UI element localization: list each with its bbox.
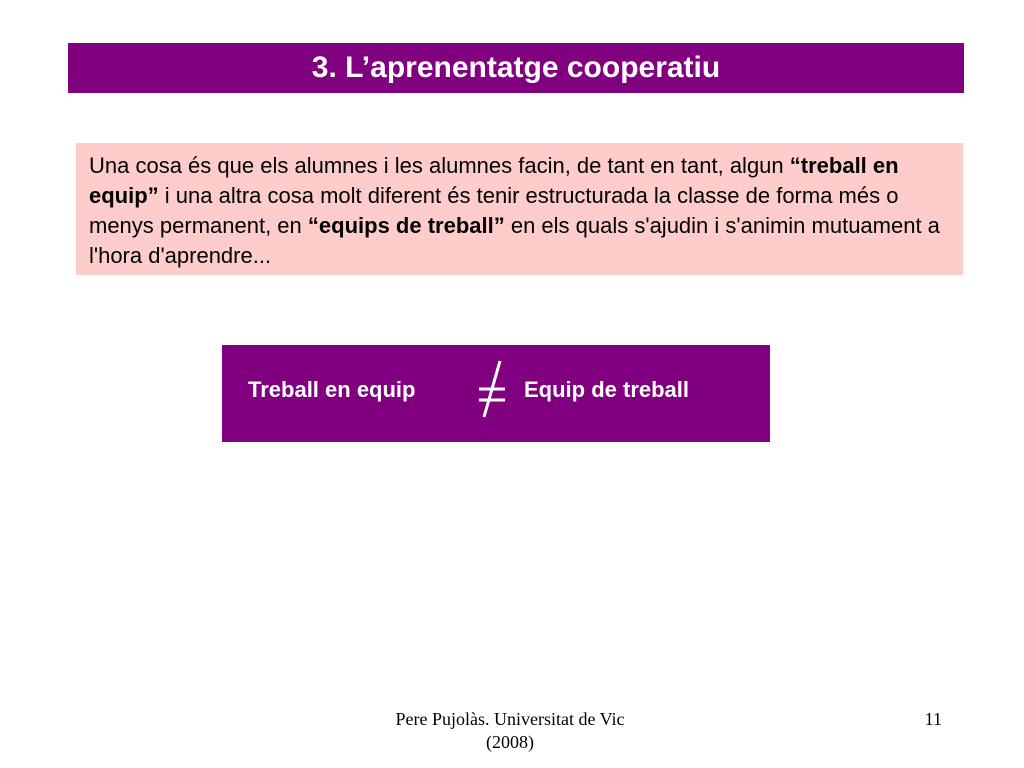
comparison-left-term: Treball en equip (248, 377, 416, 402)
footer-author-line-2: (2008) (486, 732, 534, 752)
comparison-box (222, 345, 770, 442)
quote-text-part-3: en els quals s'ajudin i s'animin mutuament a l'hora d'aprendre... (89, 213, 940, 268)
quote-term-equips-de-treball: “equips de treball” (307, 213, 505, 238)
comparison-right-term: Equip de treball (524, 377, 690, 402)
page-number: 11 (924, 709, 942, 729)
quote-text-part-2: i una altra cosa molt diferent és tenir estructurada la classe de forma més o menys permanent, en (89, 183, 899, 238)
quote-text (89, 151, 953, 271)
slide-title: 3. L’aprenentatge cooperatiu (311, 51, 721, 84)
slide-title-bar (68, 43, 964, 93)
footer-author (340, 708, 680, 754)
footer-author-line-1: Pere Pujolàs. Universitat de Vic (395, 709, 625, 729)
quote-term-treball-en-equip: “treball en equip” (89, 153, 899, 208)
quote-text-part-1: Una cosa és que els alumnes i les alumnes facin, de tant en tant, algun (89, 153, 790, 178)
quote-box (76, 143, 963, 275)
not-equal-icon (474, 359, 510, 419)
not-equal-icon-graphic (474, 359, 510, 419)
